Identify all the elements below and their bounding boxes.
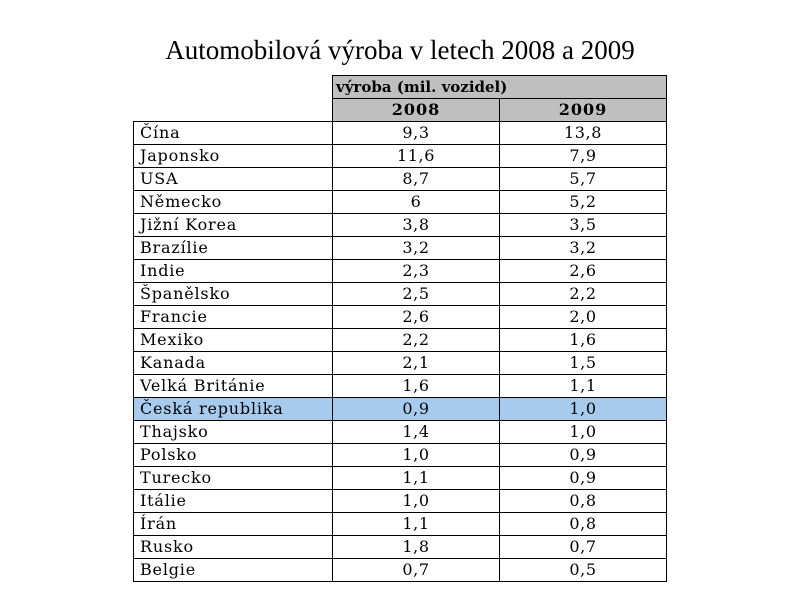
value-cell-2008: 2,3 bbox=[333, 260, 500, 283]
country-cell: Francie bbox=[134, 306, 333, 329]
production-table bbox=[133, 75, 667, 582]
value-cell-2009: 2,2 bbox=[500, 283, 667, 306]
table-corner-cell bbox=[134, 76, 333, 99]
value-cell-2009: 1,0 bbox=[500, 421, 667, 444]
table-row bbox=[134, 375, 667, 398]
table-row bbox=[134, 145, 667, 168]
value-cell-2008: 11,6 bbox=[333, 145, 500, 168]
value-cell-2008: 0,7 bbox=[333, 559, 500, 582]
value-cell-2008: 2,6 bbox=[333, 306, 500, 329]
country-cell: Belgie bbox=[134, 559, 333, 582]
column-header-2008: 2008 bbox=[333, 99, 500, 122]
table-row bbox=[134, 490, 667, 513]
value-cell-2009: 0,8 bbox=[500, 513, 667, 536]
table-row bbox=[134, 559, 667, 582]
table-row bbox=[134, 536, 667, 559]
country-cell: Mexiko bbox=[134, 329, 333, 352]
value-cell-2009: 1,0 bbox=[500, 398, 667, 421]
value-cell-2009: 0,5 bbox=[500, 559, 667, 582]
country-cell: Írán bbox=[134, 513, 333, 536]
value-cell-2009: 0,8 bbox=[500, 490, 667, 513]
value-cell-2008: 8,7 bbox=[333, 168, 500, 191]
country-cell: Španělsko bbox=[134, 283, 333, 306]
value-cell-2009: 0,9 bbox=[500, 467, 667, 490]
value-cell-2009: 1,1 bbox=[500, 375, 667, 398]
country-cell: Turecko bbox=[134, 467, 333, 490]
country-cell: Polsko bbox=[134, 444, 333, 467]
production-table-body bbox=[134, 76, 667, 582]
value-cell-2009: 0,7 bbox=[500, 536, 667, 559]
value-cell-2008: 0,9 bbox=[333, 398, 500, 421]
value-cell-2008: 1,8 bbox=[333, 536, 500, 559]
value-cell-2009: 7,9 bbox=[500, 145, 667, 168]
value-cell-2008: 1,0 bbox=[333, 490, 500, 513]
value-cell-2009: 1,5 bbox=[500, 352, 667, 375]
country-cell: Německo bbox=[134, 191, 333, 214]
value-cell-2008: 9,3 bbox=[333, 122, 500, 145]
country-cell: Thajsko bbox=[134, 421, 333, 444]
table-row bbox=[134, 467, 667, 490]
table-row bbox=[134, 352, 667, 375]
value-cell-2009: 3,2 bbox=[500, 237, 667, 260]
column-header-2009: 2009 bbox=[500, 99, 667, 122]
table-row bbox=[134, 421, 667, 444]
value-cell-2008: 2,2 bbox=[333, 329, 500, 352]
page-title: Automobilová výroba v letech 2008 a 2009 bbox=[165, 35, 635, 65]
country-cell: USA bbox=[134, 168, 333, 191]
table-row bbox=[134, 306, 667, 329]
country-cell: Itálie bbox=[134, 490, 333, 513]
country-cell: Jižní Korea bbox=[134, 214, 333, 237]
value-cell-2008: 1,0 bbox=[333, 444, 500, 467]
country-cell: Brazílie bbox=[134, 237, 333, 260]
value-cell-2009: 2,6 bbox=[500, 260, 667, 283]
value-cell-2009: 0,9 bbox=[500, 444, 667, 467]
value-cell-2008: 2,1 bbox=[333, 352, 500, 375]
country-cell: Kanada bbox=[134, 352, 333, 375]
value-cell-2009: 3,5 bbox=[500, 214, 667, 237]
country-cell: Indie bbox=[134, 260, 333, 283]
table-row bbox=[134, 168, 667, 191]
table-corner-cell-lower bbox=[134, 99, 333, 122]
table-row bbox=[134, 214, 667, 237]
country-cell: Česká republika bbox=[134, 398, 333, 421]
country-cell: Japonsko bbox=[134, 145, 333, 168]
value-cell-2009: 2,0 bbox=[500, 306, 667, 329]
table-row bbox=[134, 329, 667, 352]
group-header: výroba (mil. vozidel) bbox=[333, 76, 667, 99]
table-row bbox=[134, 260, 667, 283]
value-cell-2008: 6 bbox=[333, 191, 500, 214]
table-group-header-row bbox=[134, 76, 667, 99]
table-row bbox=[134, 283, 667, 306]
value-cell-2009: 1,6 bbox=[500, 329, 667, 352]
country-cell: Rusko bbox=[134, 536, 333, 559]
value-cell-2008: 3,2 bbox=[333, 237, 500, 260]
table-row bbox=[134, 191, 667, 214]
country-cell: Velká Británie bbox=[134, 375, 333, 398]
table-row bbox=[134, 398, 667, 421]
value-cell-2008: 1,4 bbox=[333, 421, 500, 444]
value-cell-2008: 1,1 bbox=[333, 513, 500, 536]
value-cell-2008: 1,6 bbox=[333, 375, 500, 398]
value-cell-2009: 5,7 bbox=[500, 168, 667, 191]
table-year-header-row bbox=[134, 99, 667, 122]
value-cell-2009: 5,2 bbox=[500, 191, 667, 214]
table-row bbox=[134, 444, 667, 467]
table-row bbox=[134, 122, 667, 145]
value-cell-2008: 1,1 bbox=[333, 467, 500, 490]
table-row bbox=[134, 237, 667, 260]
value-cell-2008: 3,8 bbox=[333, 214, 500, 237]
country-cell: Čína bbox=[134, 122, 333, 145]
value-cell-2008: 2,5 bbox=[333, 283, 500, 306]
value-cell-2009: 13,8 bbox=[500, 122, 667, 145]
table-row bbox=[134, 513, 667, 536]
